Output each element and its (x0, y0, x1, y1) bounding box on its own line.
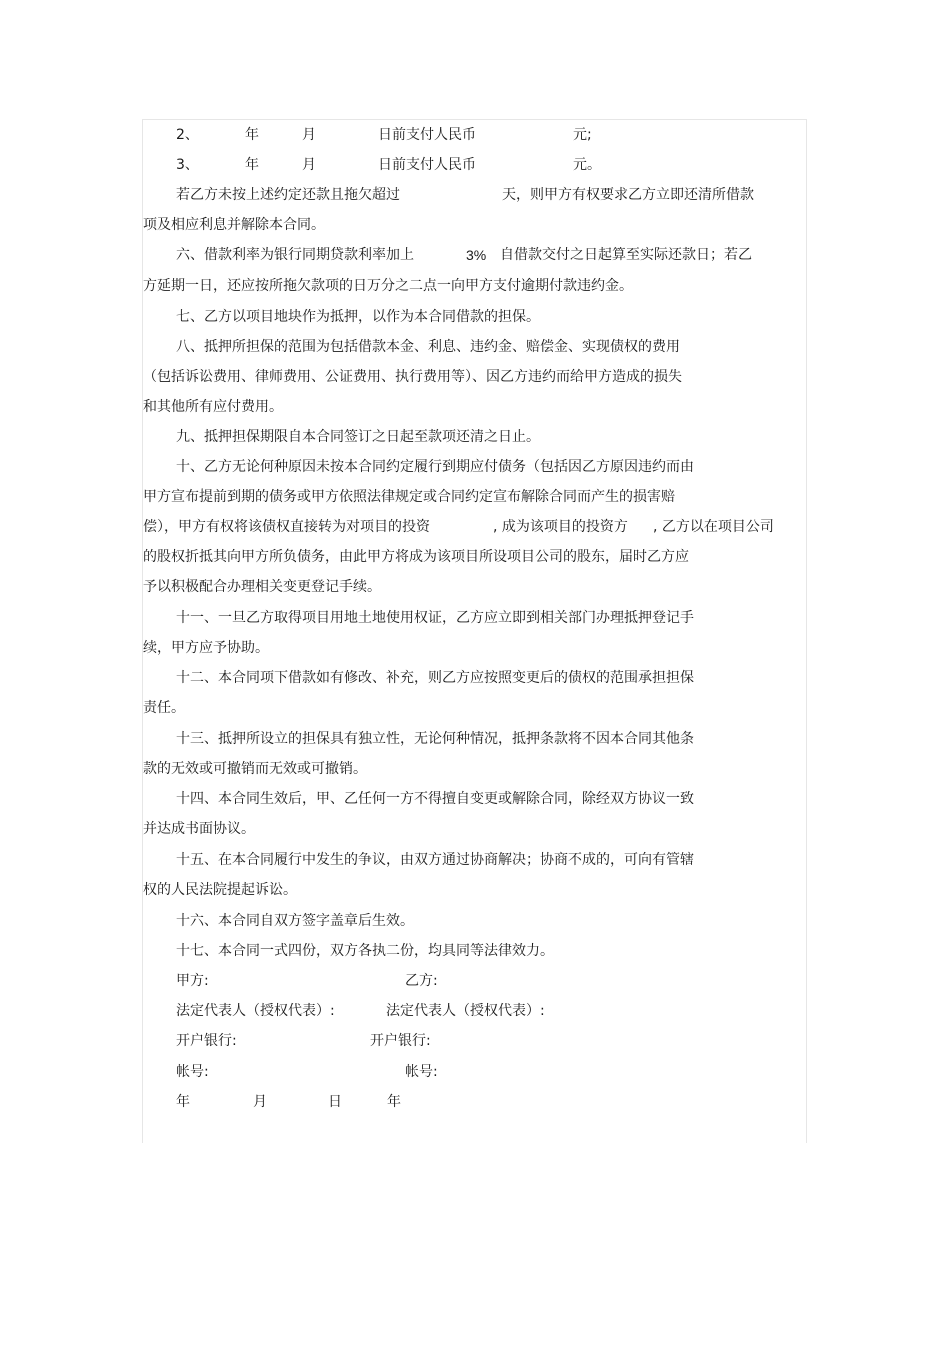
clause-10-line: 的股权折抵其向甲方所负债务，由此甲方将成为该项目所设项目公司的股东，届时乙方应 (143, 549, 689, 565)
bank-b-label: 开户银行: (370, 1033, 431, 1049)
payment-index: 3、 (176, 157, 199, 173)
clause-10-text-c: , 乙方以在项目公司 (653, 519, 774, 535)
clause-15-line: 权的人民法院提起诉讼。 (143, 882, 297, 898)
clause-14-line: 十四、本合同生效后，甲、乙任何一方不得擅自变更或解除合同，除经双方协议一致 (176, 791, 694, 807)
clause-12-line: 十二、本合同项下借款如有修改、补充，则乙方应按照变更后的债权的范围承担担保 (176, 670, 694, 686)
clause-7: 七、乙方以项目地块作为抵押，以作为本合同借款的担保。 (176, 309, 540, 325)
clause-10-line: 十、乙方无论何种原因未按本合同约定履行到期应付债务（包括因乙方原因违约而由 (176, 459, 694, 475)
payment-text: 日前支付人民币 (378, 157, 476, 173)
interest-rate: 3% (466, 247, 487, 263)
clause-10-text-b: , 成为该项目的投资方 (493, 519, 628, 535)
clause-14-line: 并达成书面协议。 (143, 821, 255, 837)
clause-16: 十六、本合同自双方签字盖章后生效。 (176, 913, 414, 929)
date-year-b: 年 (387, 1094, 401, 1110)
payment-year: 年 (245, 127, 259, 143)
rep-a-label: 法定代表人（授权代表）: (176, 1003, 335, 1019)
clause-13-line: 十三、抵押所设立的担保具有独立性，无论何种情况，抵押条款将不因本合同其他条 (176, 731, 694, 747)
clause-6-text-a: 六、借款利率为银行同期贷款利率加上 (176, 247, 414, 263)
clause-12-line: 责任。 (143, 700, 185, 716)
overdue-text-b: 天，则甲方有权要求乙方立即还清所借款 (502, 187, 754, 203)
clause-13-line: 款的无效或可撤销而无效或可撤销。 (143, 761, 367, 777)
bank-a-label: 开户银行: (176, 1033, 237, 1049)
date-month-a: 月 (253, 1094, 267, 1110)
clause-6-line: 方延期一日，还应按所拖欠款项的日万分之二点一向甲方支付逾期付款违约金。 (143, 278, 633, 294)
payment-month: 月 (302, 157, 316, 173)
clause-8-line: 和其他所有应付费用。 (143, 399, 283, 415)
page-frame (142, 119, 807, 1143)
clause-8-line: 八、抵押所担保的范围为包括借款本金、利息、违约金、赔偿金、实现债权的费用 (176, 339, 680, 355)
date-day-a: 日 (328, 1094, 342, 1110)
clause-8-line: （包括诉讼费用、律师费用、公证费用、执行费用等）、因乙方违约而给甲方造成的损失 (143, 369, 682, 385)
payment-month: 月 (302, 127, 316, 143)
party-b-label: 乙方: (405, 973, 438, 989)
payment-unit: 元。 (573, 157, 601, 173)
clause-11-line: 十一、一旦乙方取得项目用地土地使用权证，乙方应立即到相关部门办理抵押登记手 (176, 610, 694, 626)
payment-unit: 元; (573, 127, 592, 143)
clause-6-text-b: 自借款交付之日起算至实际还款日；若乙 (500, 247, 752, 263)
clause-15-line: 十五、在本合同履行中发生的争议，由双方通过协商解决；协商不成的，可向有管辖 (176, 852, 694, 868)
party-a-label: 甲方: (176, 973, 209, 989)
payment-text: 日前支付人民币 (378, 127, 476, 143)
overdue-line: 项及相应利息并解除本合同。 (143, 217, 325, 233)
account-a-label: 帐号: (176, 1064, 209, 1080)
clause-17: 十七、本合同一式四份，双方各执二份，均具同等法律效力。 (176, 943, 554, 959)
payment-index: 2、 (176, 127, 199, 143)
payment-year: 年 (245, 157, 259, 173)
clause-10-line: 甲方宣布提前到期的债务或甲方依照法律规定或合同约定宣布解除合同而产生的损害赔 (143, 489, 675, 505)
clause-10-line: 予以积极配合办理相关变更登记手续。 (143, 579, 381, 595)
clause-11-line: 续，甲方应予协助。 (143, 640, 269, 656)
date-year-a: 年 (176, 1094, 190, 1110)
rep-b-label: 法定代表人（授权代表）: (386, 1003, 545, 1019)
overdue-text-a: 若乙方未按上述约定还款且拖欠超过 (176, 187, 400, 203)
account-b-label: 帐号: (405, 1064, 438, 1080)
clause-9: 九、抵押担保期限自本合同签订之日起至款项还清之日止。 (176, 429, 540, 445)
clause-10-text-a: 偿），甲方有权将该债权直接转为对项目的投资 (143, 519, 430, 535)
